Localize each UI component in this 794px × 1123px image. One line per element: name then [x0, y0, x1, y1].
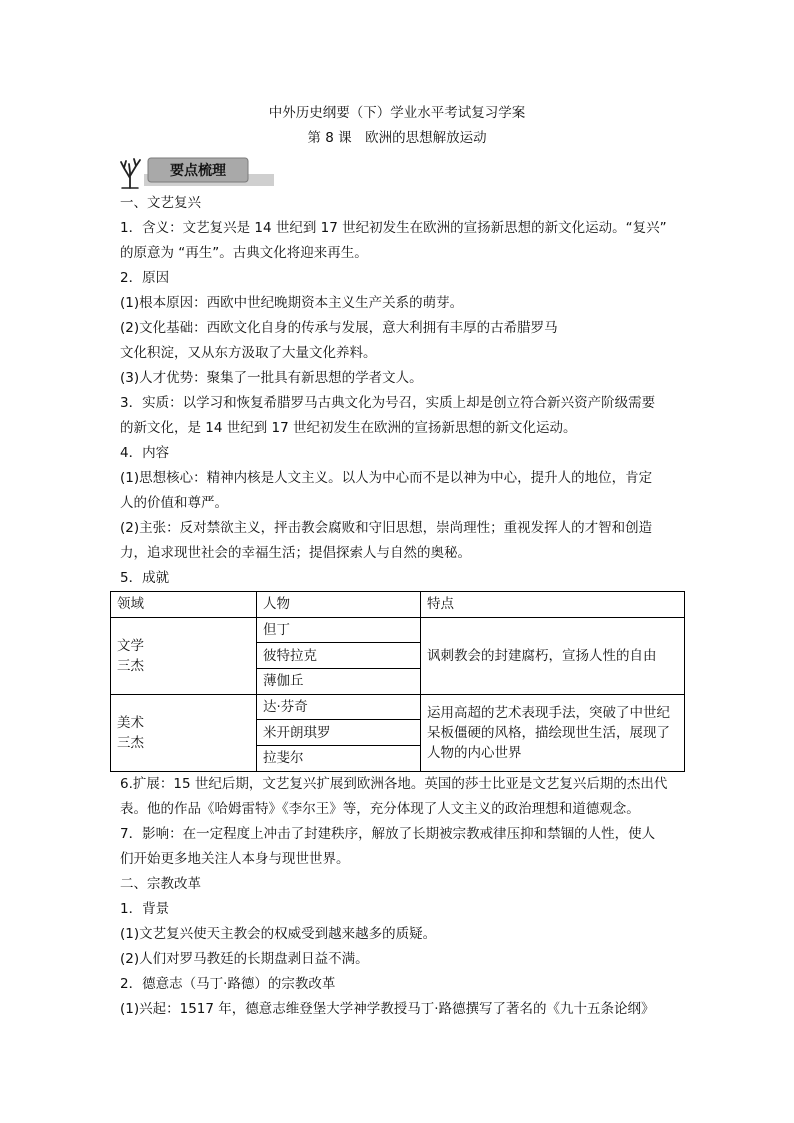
text-line: 们开始更多地关注人本身与现世世界。	[120, 851, 350, 867]
text-line: 一、文艺复兴	[120, 195, 201, 211]
tree-icon	[121, 159, 140, 188]
text-line: 1．背景	[120, 901, 170, 917]
lesson-title: 第 8 课 欧洲的思想解放运动	[307, 130, 487, 146]
text-line: 人的价值和尊严。	[120, 495, 228, 511]
text-line: (1)兴起：1517 年，德意志维登堡大学神学教授马丁·路德撰写了著名的《九十五条论纲》	[120, 1001, 655, 1017]
text-line: 力，追求现世社会的幸福生活；提倡探索人与自然的奥秘。	[120, 545, 471, 561]
field-label: 文学 三杰	[117, 637, 144, 674]
field-cell	[111, 617, 257, 694]
text-line: (1)文艺复兴使天主教会的权威受到越来越多的质疑。	[120, 926, 437, 942]
table-row	[111, 694, 685, 720]
achievements-table	[110, 591, 685, 772]
person-cell: 彼特拉克	[257, 643, 421, 669]
document-title: 中外历史纲要（下）学业水平考试复习学案	[268, 105, 526, 121]
banner-label: 要点梳理	[170, 163, 226, 179]
text-line: 二、宗教改革	[120, 876, 201, 892]
table-header-cell: 领域	[111, 592, 257, 618]
field-label: 美术 三杰	[117, 714, 144, 751]
text-line: (1)思想核心：精神内核是人文主义。以人为中心而不是以神为中心，提升人的地位，肯定	[120, 470, 653, 486]
text-line: 表。他的作品《哈姆雷特》《李尔王》等，充分体现了人文主义的政治理想和道德观念。	[120, 801, 640, 817]
person-cell: 达·芬奇	[257, 694, 421, 720]
text-line: (2)人们对罗马教廷的长期盘剥日益不满。	[120, 951, 369, 967]
field-cell	[111, 694, 257, 771]
feature-cell: 运用高超的艺术表现手法，突破了中世纪呆板僵硬的风格，描绘现世生活，展现了人物的内心世界	[421, 694, 685, 771]
section-banner	[116, 152, 276, 190]
text-line: (3)人才优势：聚集了一批具有新思想的学者文人。	[120, 370, 423, 386]
text-line: (2)文化基础：西欧文化自身的传承与发展，意大利拥有丰厚的古希腊罗马	[120, 320, 558, 336]
person-cell: 拉斐尔	[257, 746, 421, 772]
person-cell: 薄伽丘	[257, 669, 421, 695]
table-header-cell: 特点	[421, 592, 685, 618]
text-line: (2)主张：反对禁欲主义，抨击教会腐败和守旧思想，崇尚理性；重视发挥人的才智和创造	[120, 520, 653, 536]
person-cell: 米开朗琪罗	[257, 720, 421, 746]
feature-cell: 讽刺教会的封建腐朽，宣扬人性的自由	[421, 617, 685, 694]
text-line: 的新文化，是 14 世纪到 17 世纪初发生在欧洲的宣扬新思想的新文化运动。	[120, 420, 577, 436]
text-line: 2．德意志（马丁·路德）的宗教改革	[120, 976, 336, 992]
text-line: 3．实质：以学习和恢复希腊罗马古典文化为号召，实质上却是创立符合新兴资产阶级需要	[120, 395, 656, 411]
table-header-cell: 人物	[257, 592, 421, 618]
text-line: 1．含义：文艺复兴是 14 世纪到 17 世纪初发生在欧洲的宣扬新思想的新文化运动。“复兴”	[120, 220, 667, 236]
text-line: (1)根本原因：西欧中世纪晚期资本主义生产关系的萌芽。	[120, 295, 464, 311]
text-line: 6.扩展：15 世纪后期，文艺复兴扩展到欧洲各地。英国的莎士比亚是文艺复兴后期的杰出代	[120, 776, 668, 792]
table-header-row	[111, 592, 685, 618]
text-line: 7．影响：在一定程度上冲击了封建秩序，解放了长期被宗教戒律压抑和禁锢的人性，使人	[120, 826, 656, 842]
text-line: 的原意为 “再生”。古典文化将迎来再生。	[120, 245, 368, 261]
text-line: 2．原因	[120, 270, 170, 286]
text-line: 5．成就	[120, 570, 170, 586]
text-line: 4．内容	[120, 445, 170, 461]
table-row	[111, 617, 685, 643]
text-line: 文化积淀，又从东方汲取了大量文化养料。	[120, 345, 377, 361]
person-cell: 但丁	[257, 617, 421, 643]
